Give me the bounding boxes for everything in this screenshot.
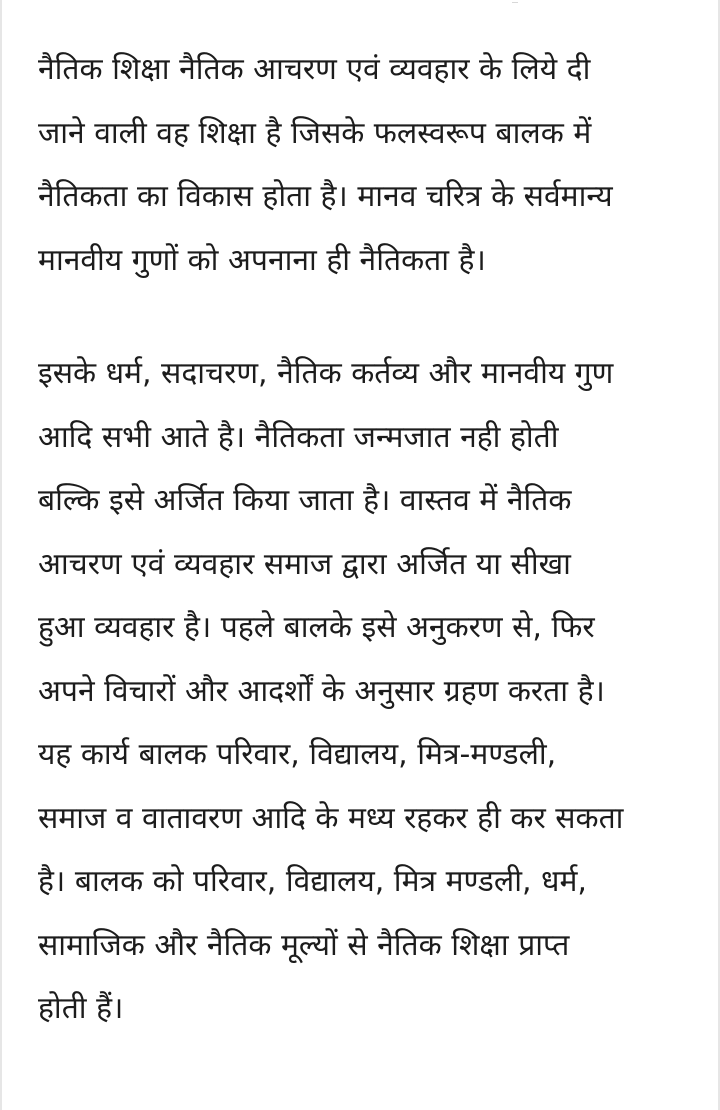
text-line: यह कार्य बालक परिवार, विद्यालय, मित्र-मण्डली, [38,737,557,772]
paragraph-1 [38,38,686,292]
text-line: होती हैं। [38,991,124,1026]
article-body [38,38,686,1041]
text-line: हुआ व्यवहार है। पहले बालके इसे अनुकरण से, फिर [38,610,595,645]
text-line: नैतिकता का विकास होता है। मानव चरित्र के सर्वमान्य [38,179,613,214]
text-line: आदि सभी आते है। नैतिकता जन्मजात नही होती [38,419,559,455]
text-line: मानवीय गुणों को अपनाना ही नैतिकता है। [38,242,486,278]
text-line: बल्कि इसे अर्जित किया जाता है। वास्तव में नैतिक [38,483,572,518]
text-line: आचरण एवं व्यवहार समाज द्वारा अर्जित या सीखा [38,546,571,582]
text-line: नैतिक शिक्षा नैतिक आचरण एवं व्यवहार के लिये दी [38,52,591,87]
text-line: इसके धर्म, सदाचरण, नैतिक कर्तव्य और मानवीय गुण [38,356,614,391]
paragraph-2 [38,342,686,1041]
text-line: समाज व वातावरण आदि के मध्य रहकर ही कर सकता [38,800,624,836]
scroll-remnant-mark [512,0,518,3]
text-line: जाने वाली वह शिक्षा है जिसके फलस्वरूप बालक में [38,115,592,151]
paragraph-spacer [38,292,686,342]
text-line: है। बालक को परिवार, विद्यालय, मित्र मण्डली, धर्म, [38,864,587,899]
text-line: सामाजिक और नैतिक मूल्यों से नैतिक शिक्षा प्राप्त [38,927,570,963]
text-line: अपने विचारों और आदर्शों के अनुसार ग्रहण करता है। [38,673,605,709]
